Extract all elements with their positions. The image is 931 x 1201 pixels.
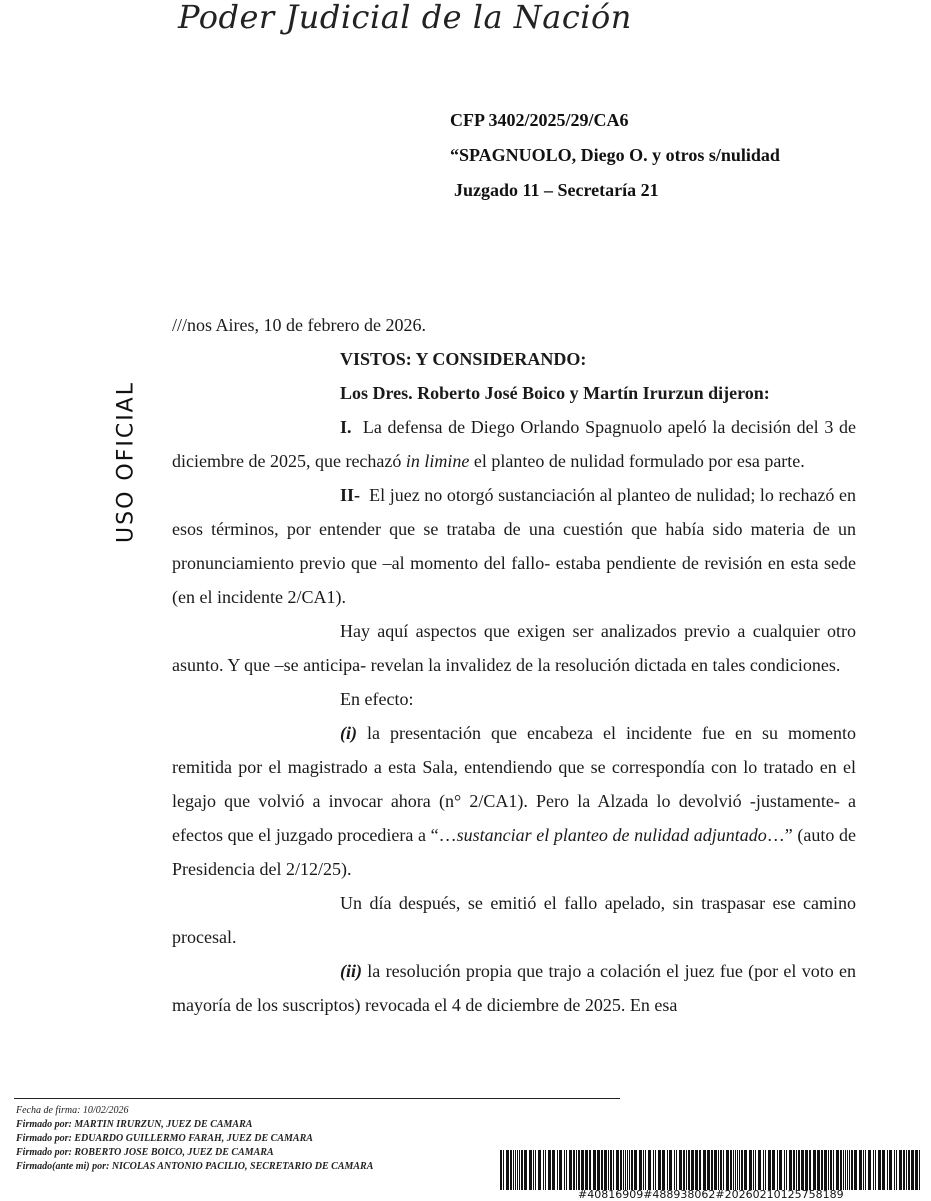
signature-date: Fecha de firma: 10/02/2026 — [16, 1105, 129, 1116]
court-line: Juzgado 11 – Secretaría 21 — [454, 180, 659, 200]
date-line: ///nos Aires, 10 de febrero de 2026. — [172, 315, 426, 335]
institution-header: Poder Judicial de la Nación — [178, 0, 632, 36]
italic-term: in limine — [405, 451, 470, 471]
paragraph-marker: II- — [340, 485, 361, 505]
signature-line: Firmado por: EDUARDO GUILLERMO FARAH, JUEZ DE CAMARA — [16, 1133, 313, 1144]
paragraph-marker: (ii) — [340, 961, 362, 981]
paragraph-marker: I. — [340, 417, 352, 437]
heading: VISTOS: Y CONSIDERANDO: — [340, 349, 587, 369]
paragraph-1 — [172, 410, 856, 478]
signature-line: Firmado por: ROBERTO JOSE BOICO, JUEZ DE CAMARA — [16, 1147, 274, 1158]
paragraph-text: el planteo de nulidad formulado por esa parte. — [469, 451, 805, 471]
paragraph-3: Hay aquí aspectos que exigen ser analizados previo a cualquier otro asunto. Y que –se anticipa- revelan la invalidez de la resolución dictada en tales condiciones. — [172, 621, 856, 675]
paragraph-6: Un día después, se emitió el fallo apelado, sin traspasar ese camino procesal. — [172, 893, 856, 947]
paragraph-text: la presentación que encabeza el incidente fue en su momento remitida por el magistrado a esta Sala, entendiendo que se correspondía con lo tratado en el legajo que volvió a invocar ahora (n° 2/CA1). Pero la Alzada lo devolvió -justamente- a efectos que el juzgado procediera a “… — [172, 723, 856, 845]
case-caption — [450, 102, 780, 207]
barcode-image — [500, 1150, 920, 1190]
paragraph-text: La defensa de Diego Orlando Spagnuolo apeló la decisión del 3 de diciembre de 2025, que rechazó — [172, 417, 856, 471]
judges-line: Los Dres. Roberto José Boico y Martín Irurzun dijeron: — [340, 383, 770, 403]
signature-divider — [14, 1098, 620, 1099]
paragraph-text: El juez no otorgó sustanciación al planteo de nulidad; lo rechazó en esos términos, por entender que se trataba de una cuestión que había sido materia de un pronunciamiento previo que –al momento del fallo- estaba pendiente de revisión en esta sede (en el incidente 2/CA1). — [172, 485, 857, 607]
signature-line: Firmado por: MARTIN IRURZUN, JUEZ DE CAMARA — [16, 1119, 253, 1130]
case-title: “SPAGNUOLO, Diego O. y otros s/nulidad — [450, 145, 780, 165]
paragraph-7 — [172, 954, 856, 1022]
barcode-number: #40816909#488938062#20260210125758189 — [578, 1188, 844, 1201]
paragraph-text: la resolución propia que trajo a colación el juez fue (por el voto en mayoría de los suscriptos) revocada el 4 de diciembre de 2025. En esa — [172, 961, 856, 1015]
italic-quote: sustanciar el planteo de nulidad adjuntado — [456, 825, 767, 845]
paragraph-marker: (i) — [340, 723, 357, 743]
case-number: CFP 3402/2025/29/CA6 — [450, 110, 629, 130]
signature-block — [16, 1104, 373, 1174]
paragraph-text: …” (auto de Presidencia del 2/12/25). — [172, 825, 857, 879]
signature-line: Firmado(ante mi) por: NICOLAS ANTONIO PACILIO, SECRETARIO DE CAMARA — [16, 1161, 374, 1172]
official-use-stamp-text: USO OFICIAL — [113, 381, 139, 543]
paragraph-2 — [172, 478, 856, 614]
paragraph-4: En efecto: — [340, 689, 414, 709]
paragraph-5 — [172, 716, 856, 886]
document-body — [172, 308, 856, 1022]
